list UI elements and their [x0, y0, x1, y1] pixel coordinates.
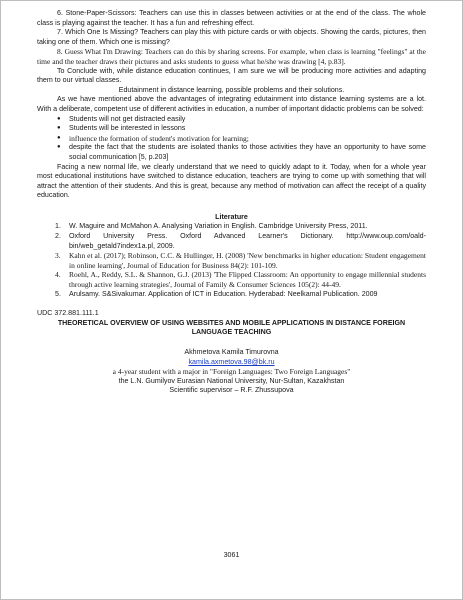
reference-item	[55, 232, 426, 251]
reference-number: 2.	[55, 232, 61, 241]
list-item: ● Students will not get distracted easily	[57, 115, 426, 125]
reference-number: 4.	[55, 270, 61, 280]
reference-item	[55, 222, 426, 232]
page-number: 3061	[223, 551, 240, 559]
reference-item	[55, 251, 426, 270]
udc-code: UDC 372.881.111.1	[37, 309, 99, 318]
reference-text: Kahn et al. (2017); Robinson, C.C. & Hullinger, H. (2008) 'New benchmarks in higher education: Student engagement in online learning', Journal of Education for Business 84(2): 101-109.	[69, 251, 426, 270]
author-name: Akhmetova Kamila Timurovna	[184, 348, 279, 356]
reference-text: Roehl, A., Reddy, S.L. & Shannon, G.J. (2013) 'The Flipped Classroom: An opportunity to engage millennial students through active learning strategies', Journal of Family & Consumer Sciences 105(2): 44-49.	[69, 270, 426, 290]
paragraph-closing: Facing a new normal life, we clearly understand that we need to quickly adapt to it. Today, when for a whole year most educational institutions have switched to distance education, teachers are trying to come up with something that will attract the attention of their students. And this is great, because any method of motivation can affect the receipt of a quality education.	[37, 162, 426, 200]
reference-text: Arulsamy. S&Sivakumar. Application of ICT in Education. Hyderabad: Neelkamal Publication. 2009	[69, 289, 378, 298]
paragraph-item-8: 8. Guess What I'm Drawing: Teachers can do this by sharing screens. For example, when class is learning "feelings" at the time and the teacher draws their pictures and asks students to guess what he/she was drawing [4, p.83].	[37, 47, 426, 66]
list-item: ● despite the fact that the students are isolated thanks to those activities they have an opportunity to have some social communication [5, p.203]	[57, 143, 426, 162]
reference-list	[37, 222, 426, 299]
list-item: ● influence the formation of student's motivation for learning;	[57, 134, 426, 144]
reference-text: W. Maguire and McMahon A. Analysing Variation in English. Cambridge University Press, 2011.	[69, 222, 368, 231]
reference-text: Oxford University Press. Oxford Advanced Learner's Dictionary. http://www.oup.com/oald-bin/web_getald7index1a.pl, 2009.	[69, 232, 426, 250]
paragraph-item-6: 6. Stone-Paper-Scissors: Teachers can use this in classes between activities or at the end of the class. The whole class is playing against the teacher. It has a fun and refreshing effect.	[37, 9, 426, 27]
reference-number: 1.	[55, 222, 61, 231]
reference-number: 3.	[55, 251, 61, 261]
author-affiliation-2: the L.N. Gumilyov Eurasian National University, Nur-Sultan, Kazakhstan	[118, 376, 345, 385]
list-item: ● Students will be interested in lessons	[57, 124, 426, 134]
problem-list	[37, 115, 426, 163]
reference-number: 5.	[55, 289, 61, 298]
page-content	[37, 9, 426, 396]
author-affiliation-1: a 4-year student with a major in "Foreign Languages: Two Foreign Languages"	[112, 367, 351, 377]
article-title: THEORETICAL OVERVIEW OF USING WEBSITES AND MOBILE APPLICATIONS IN DISTANCE FOREIGN LANGUAGE TEACHING	[57, 318, 406, 337]
paragraph-intro: As we have mentioned above the advantages of integrating edutainment into distance learning systems are a lot. With a deliberate, competent use of different activities in education, a number of important didactic problems can be solved:	[37, 95, 426, 113]
paragraph-item-7: 7. Which One Is Missing? Teachers can play this with picture cards or with objects. Showing the cards, pictures, then taking one of them. Which one is missing?	[37, 28, 426, 46]
reference-item	[55, 290, 426, 300]
paragraph-conclusion: To Conclude with, while distance education continues, I am sure we will be producing more activities and adapting them to our virtual classes.	[37, 66, 426, 85]
literature-heading: Literature	[215, 212, 248, 221]
reference-item	[55, 270, 426, 289]
section-subheading: Edutainment in distance learning, possible problems and their solutions.	[118, 85, 345, 94]
author-email-link[interactable]: kamila.axmetova.98@bk.ru	[188, 357, 275, 366]
scientific-supervisor: Scientific supervisor – R.F. Zhussupova	[169, 386, 294, 395]
author-email-line	[37, 358, 426, 368]
